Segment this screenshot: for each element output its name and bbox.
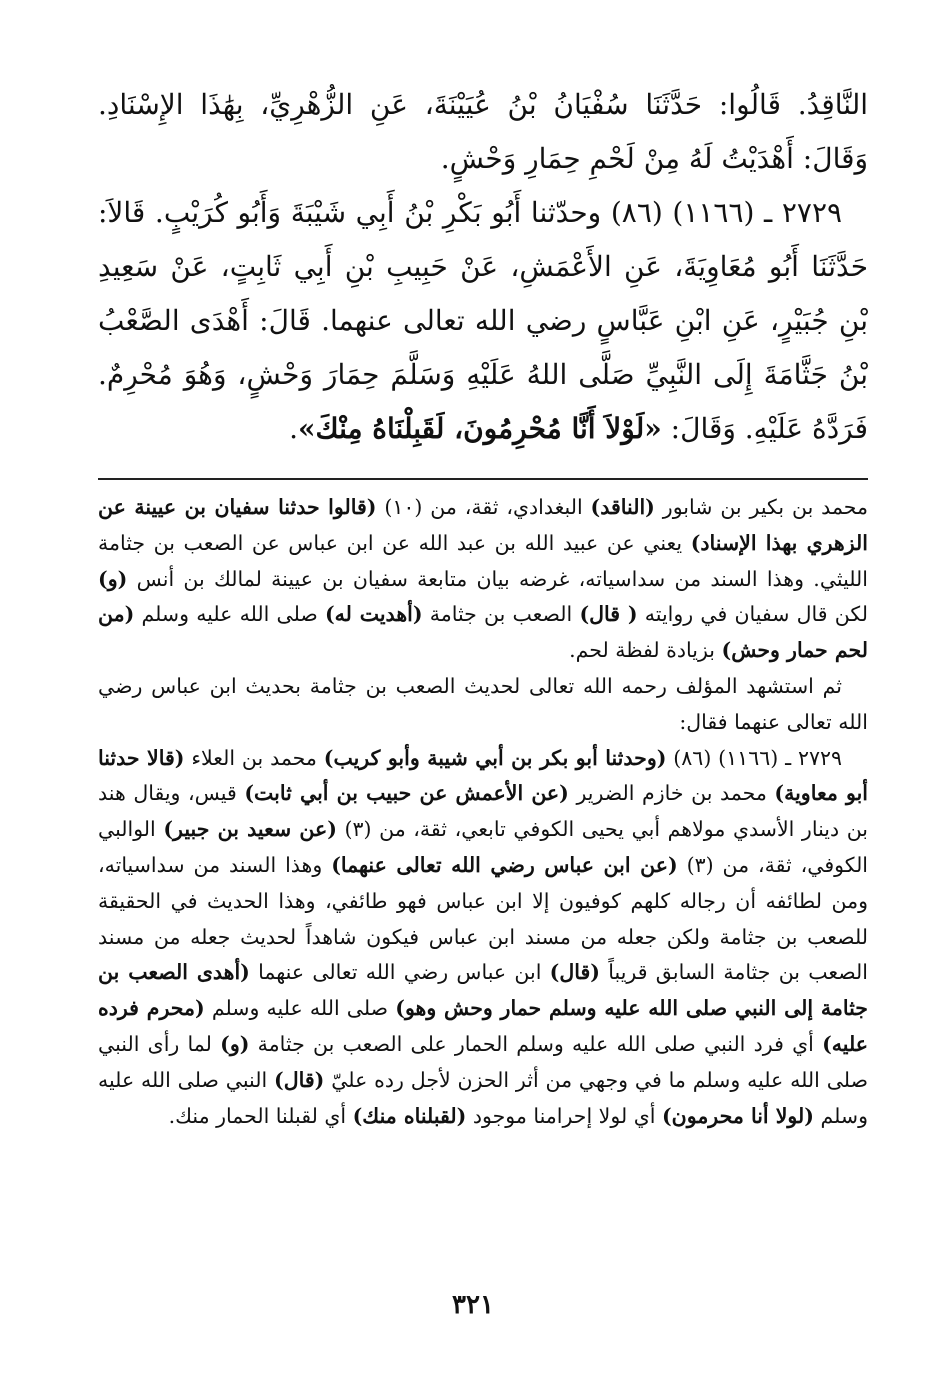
commentary-text: البغدادي، ثقة، من (١٠) (376, 495, 591, 519)
commentary-text: الوالبي الكوفي، ثقة، من (٣) (98, 817, 869, 877)
hadith-isnad: وحدّثنا أَبُو بَكْرِ بْنُ أَبِي شَيْبَةَ وَأَبُو كُرَيْبٍ. قَالاَ: حَدَّثَنَا أَبُو مُعَاوِيَةَ، عَنِ الأَعْمَشِ، عَنْ حَبِيبِ بْنِ أَبِي ثَابِتٍ، عَنْ سَعِيدِ بْنِ جُبَيْرٍ، عَنِ ابْنِ عَبَّاسٍ رضي الله تعالى عنهما. قَالَ: أَهْدَى الصَّعْبُ بْنُ جَثَّامَةَ إِلَى النَّبِيِّ صَلَّى اللهُ عَلَيْهِ وَسَلَّمَ حِمَارَ وَحْشٍ، وَهُوَ مُحْرِمٌ. فَرَدَّهُ عَلَيْهِ. وَقَالَ: (98, 196, 868, 445)
hadith-end-mark: . (289, 412, 298, 445)
page-number: ٣٢١ (452, 1290, 494, 1320)
commentary-bold-phrase: (أهديت له) (324, 602, 423, 627)
commentary-paragraph-3 (98, 741, 868, 1135)
commentary-bold-phrase: (أهدى الصعب بن جثامة إلى النبي صلى الله عليه وسلم حمار وحش وهو) (98, 960, 868, 1021)
commentary-bold-phrase: (وحدثنا أبو بكر بن أبي شيبة وأبو كريب) (323, 745, 667, 770)
commentary-text: محمد بن العلاء (184, 745, 324, 770)
hadith-number: ٢٧٢٩ ـ (١١٦٦) (٨٦) (610, 196, 843, 229)
commentary-paragraph-1 (98, 490, 868, 669)
commentary-text: يعني عن عبيد الله بن عبد الله عن ابن عباس عن الصعب بن جثامة الليثي. وهذا السند من سداسياته، غرضه بيان متابعة سفيان بن عيينة لمالك بن أنس (98, 530, 868, 591)
hadith-prophet-quote: «لَوْلاَ أَنَّا مُحْرِمُونَ، لَقَبِلْنَاهُ مِنْكَ» (298, 412, 662, 445)
commentary-bold-phrase: (عن الأعمش عن حبيب بن أبي ثابت) (244, 781, 569, 806)
commentary-text: لكن قال سفيان في روايته (637, 602, 868, 627)
commentary-bold-phrase: (من لحم حمار وحش) (98, 602, 868, 663)
commentary-bold-phrase: (عن ابن عباس رضي الله تعالى عنهما) (331, 852, 678, 877)
commentary-bold-phrase: (عن سعيد بن جبير) (163, 817, 337, 842)
commentary-bold-phrase: (و) (220, 1031, 250, 1056)
commentary-text: أي فرد النبي صلى الله عليه وسلم الحمار على الصعب بن جثامة (249, 1031, 823, 1056)
hadith-2729 (98, 186, 868, 456)
commentary-section (98, 490, 868, 1134)
commentary-bold-phrase: (قالا حدثنا أبو معاوية) (98, 745, 868, 806)
commentary-bold-phrase: (قالوا حدثنا سفيان بن عيينة عن الزهري بهذا الإسناد) (98, 495, 868, 555)
commentary-text: صلى الله عليه وسلم (204, 996, 396, 1021)
commentary-bold-phrase: (لقبلناه منك) (352, 1103, 467, 1128)
commentary-bold-phrase: (قال) (274, 1067, 325, 1092)
commentary-text: محمد بن خازم الضرير (568, 781, 775, 806)
commentary-text: الصعب بن جثامة (422, 602, 580, 627)
commentary-text: قيس، ويقال هند بن دينار الأسدي مولاهم أبي يحيى الكوفي تابعي، ثقة، من (٣) (98, 781, 869, 842)
commentary-bold-phrase: (و) (98, 566, 128, 591)
commentary-text: أي لقبلنا الحمار منك. (168, 1103, 353, 1128)
book-page (98, 78, 868, 1134)
commentary-text: ٢٧٢٩ ـ (١١٦٦) (٨٦) (666, 745, 842, 770)
commentary-text: ابن عباس رضي الله تعالى عنهما (249, 960, 550, 985)
commentary-bold-phrase: (لولا أنا محرمون) (661, 1103, 814, 1128)
commentary-text: أي لولا إحرامنا موجود (466, 1103, 662, 1128)
commentary-bold-phrase: (محرم فرده عليه) (98, 996, 868, 1056)
commentary-text: صلى الله عليه وسلم (134, 602, 325, 627)
commentary-bold-phrase: (قال) (549, 960, 601, 985)
commentary-bold-phrase: (الناقد) (590, 495, 655, 519)
footnote-divider (98, 478, 868, 480)
previous-hadith-tail (98, 78, 868, 186)
commentary-text: وهذا السند من سداسياته، ومن لطائفه أن رجاله كلهم كوفيون إلا ابن عباس فهو طائفي، وهذا الحديث في الحقيقة للصعب بن جثامة ولكن جعله من مسند ابن عباس فيكون شاهداً لحديث جعله من مسند الصعب بن جثامة السابق قريباً (98, 852, 869, 985)
commentary-paragraph-2 (98, 669, 868, 741)
previous-hadith-text: النَّاقِدُ. قَالُوا: حَدَّثَنَا سُفْيَانُ بْنُ عُيَيْنَةَ، عَنِ الزُّهْرِيِّ، بِهَٰذَا الإِسْنَادِ. وَقَالَ: أَهْدَيْتُ لَهُ مِنْ لَحْمِ حِمَارِ وَحْشٍ. (98, 88, 869, 175)
commentary-bold-phrase: ( قال) (579, 602, 638, 627)
commentary-text: النبي صلى الله عليه وسلم (98, 1067, 868, 1128)
commentary-text: لما رأى النبي صلى الله عليه وسلم ما في وجهي من أثر الحزن لأجل رده عليّ (98, 1031, 868, 1092)
commentary-text: محمد بن بكير بن شابور (654, 495, 869, 519)
commentary-text: بزيادة لفظة لحم. (569, 638, 722, 663)
commentary-transition-text: ثم استشهد المؤلف رحمه الله تعالى لحديث الصعب بن جثامة بحديث ابن عباس رضي الله تعالى عنهما فقال: (98, 673, 868, 734)
hadith-text-section (98, 78, 868, 456)
